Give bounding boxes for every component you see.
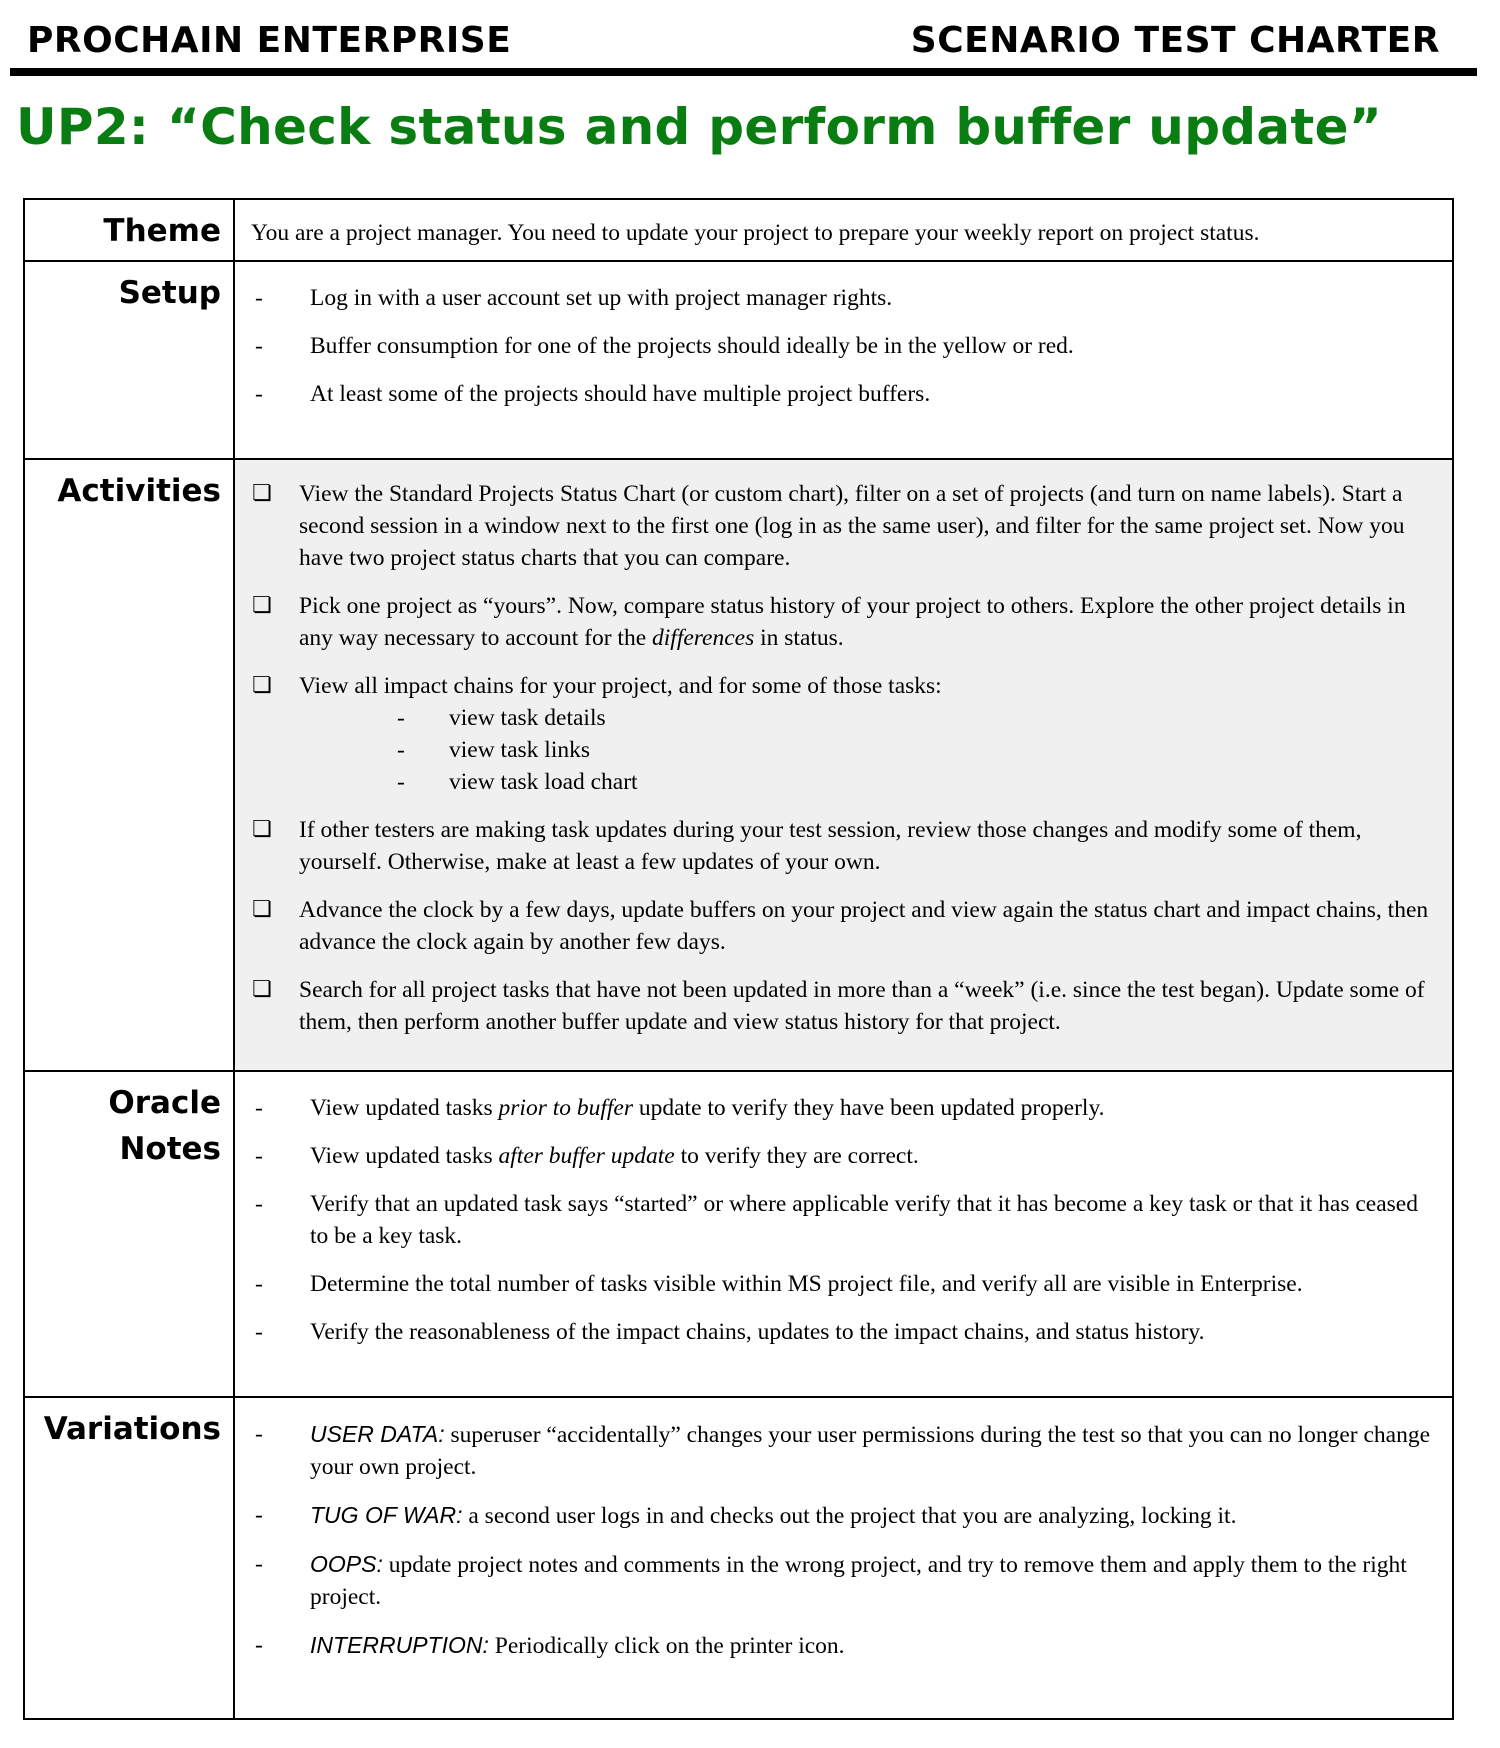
variation-text: Periodically click on the printer icon. — [488, 1633, 845, 1659]
oracle-text-before: View updated tasks — [310, 1143, 499, 1169]
header-rule — [10, 68, 1477, 76]
activity-sublist — [299, 702, 1442, 798]
dash-bullet: - — [255, 1143, 263, 1169]
dash-bullet: - — [255, 333, 263, 359]
oracle-item — [235, 1092, 1442, 1124]
oracle-list — [235, 1072, 1452, 1396]
setup-item-text: Log in with a user account set up with project manager rights. — [310, 285, 893, 311]
activity-item-text: Advance the clock by a few days, update buffers on your project and view again the status chart and impact chains, then advance the clock again by another few days. — [299, 897, 1429, 955]
dash-bullet: - — [397, 705, 405, 731]
activity-item-text: View all impact chains for your project, and for some of those tasks: — [299, 673, 942, 699]
dash-bullet: - — [255, 1271, 263, 1297]
oracle-text-after: to verify they are correct. — [674, 1143, 919, 1169]
checkbox-icon: ❏ — [252, 817, 272, 842]
dash-bullet: - — [255, 381, 263, 407]
activities-label: Activities — [24, 459, 234, 1071]
variation-item — [235, 1548, 1442, 1613]
activity-item — [235, 670, 1442, 798]
variation-text: update project notes and comments in the wrong project, and try to remove them and apply them to the right project. — [310, 1552, 1407, 1610]
setup-row — [24, 261, 1453, 459]
variations-list — [235, 1398, 1452, 1718]
variations-row — [24, 1397, 1453, 1719]
variation-item — [235, 1499, 1442, 1532]
setup-content — [234, 261, 1453, 459]
oracle-text-italic: prior to buffer — [498, 1095, 633, 1121]
dash-bullet: - — [255, 1421, 263, 1447]
oracle-text-before: View updated tasks — [310, 1095, 499, 1121]
theme-label: Theme — [24, 199, 234, 261]
theme-row — [24, 199, 1453, 261]
activity-item — [235, 590, 1442, 654]
variation-item — [235, 1418, 1442, 1483]
oracle-item-text: Verify the reasonableness of the impact chains, updates to the impact chains, and status history. — [310, 1319, 1205, 1345]
variations-content — [234, 1397, 1453, 1719]
dash-bullet: - — [255, 1551, 263, 1577]
checkbox-icon: ❏ — [252, 593, 272, 618]
oracle-item-text: Determine the total number of tasks visible within MS project file, and verify all are visible in Enterprise. — [310, 1271, 1303, 1297]
setup-list — [235, 262, 1452, 458]
variation-tag: OOPS: — [310, 1551, 383, 1577]
page-header — [0, 0, 1500, 80]
setup-item — [235, 378, 1442, 410]
checkbox-icon: ❏ — [252, 977, 272, 1002]
charter-table — [23, 198, 1454, 1720]
setup-label: Setup — [24, 261, 234, 459]
page-title: UP2: “Check status and perform buffer update” — [16, 98, 1382, 156]
dash-bullet: - — [397, 769, 405, 795]
variation-text: a second user logs in and checks out the project that you are analyzing, locking it. — [462, 1503, 1237, 1529]
oracle-item — [235, 1188, 1442, 1252]
theme-content — [234, 199, 1453, 261]
oracle-item — [235, 1316, 1442, 1348]
activity-text-before: Pick one project as “yours”. Now, compare status history of your project to others. Explore the other project details in any way necessary to account for the — [299, 593, 1406, 651]
activity-subitem — [299, 766, 1442, 798]
checkbox-icon: ❏ — [252, 673, 272, 698]
activity-item — [235, 814, 1442, 878]
activity-subitem-text: view task load chart — [449, 769, 638, 795]
oracle-text-after: update to verify they have been updated properly. — [633, 1095, 1105, 1121]
variation-tag: INTERRUPTION: — [310, 1632, 489, 1658]
activity-item — [235, 478, 1442, 574]
oracle-text-italic: after buffer update — [498, 1143, 675, 1169]
oracle-item-text: Verify that an updated task says “started” or where applicable verify that it has become a key task or that it has ceased to be a key task. — [310, 1191, 1418, 1249]
activity-item-text: Search for all project tasks that have not been updated in more than a “week” (i.e. since the test began). Update some of them, then perform another buffer update and view status history for that project. — [299, 977, 1425, 1035]
oracle-label-line2: Notes — [119, 1131, 221, 1167]
dash-bullet: - — [255, 285, 263, 311]
dash-bullet: - — [255, 1319, 263, 1345]
activity-subitem-text: view task details — [449, 705, 606, 731]
setup-item-text: Buffer consumption for one of the projects should ideally be in the yellow or red. — [310, 333, 1074, 359]
setup-item-text: At least some of the projects should have multiple project buffers. — [310, 381, 931, 407]
activity-item — [235, 894, 1442, 958]
oracle-item — [235, 1140, 1442, 1172]
dash-bullet: - — [255, 1502, 263, 1528]
dash-bullet: - — [255, 1191, 263, 1217]
activity-subitem — [299, 734, 1442, 766]
dash-bullet: - — [397, 737, 405, 763]
activities-row — [24, 459, 1453, 1071]
header-document-type: SCENARIO TEST CHARTER — [910, 20, 1440, 61]
oracle-label-line1: Oracle — [108, 1085, 221, 1121]
variations-label: Variations — [24, 1397, 234, 1719]
theme-text: You are a project manager. You need to update your project to prepare your weekly report on project status. — [251, 220, 1260, 246]
oracle-item — [235, 1268, 1442, 1300]
variation-item — [235, 1629, 1442, 1662]
activity-item — [235, 974, 1442, 1038]
activities-list — [235, 460, 1452, 1070]
checkbox-icon: ❏ — [252, 897, 272, 922]
variation-text: superuser “accidentally” changes your user permissions during the test so that you can no longer change your own project. — [310, 1422, 1431, 1480]
activity-item-text: View the Standard Projects Status Chart (or custom chart), filter on a set of projects (and turn on name labels). Start a second session in a window next to the first one (log in as the same user), and filter for the same project set. Now you have two project status charts that you can compare. — [299, 481, 1405, 571]
oracle-content — [234, 1071, 1453, 1397]
dash-bullet: - — [255, 1095, 263, 1121]
setup-item — [235, 330, 1442, 362]
oracle-row — [24, 1071, 1453, 1397]
checkbox-icon: ❏ — [252, 481, 272, 506]
setup-item — [235, 282, 1442, 314]
activity-item-text: If other testers are making task updates during your test session, review those changes and modify some of them, yourself. Otherwise, make at least a few updates of your own. — [299, 817, 1362, 875]
activity-text-italic: differences — [652, 625, 755, 651]
oracle-label — [24, 1071, 234, 1397]
dash-bullet: - — [255, 1632, 263, 1658]
activity-subitem — [299, 702, 1442, 734]
variation-tag: TUG OF WAR: — [310, 1502, 463, 1528]
header-product-name: PROCHAIN ENTERPRISE — [27, 20, 512, 61]
activity-subitem-text: view task links — [449, 737, 590, 763]
variation-tag: USER DATA: — [310, 1421, 445, 1447]
activities-content — [234, 459, 1453, 1071]
activity-text-after: in status. — [754, 625, 844, 651]
